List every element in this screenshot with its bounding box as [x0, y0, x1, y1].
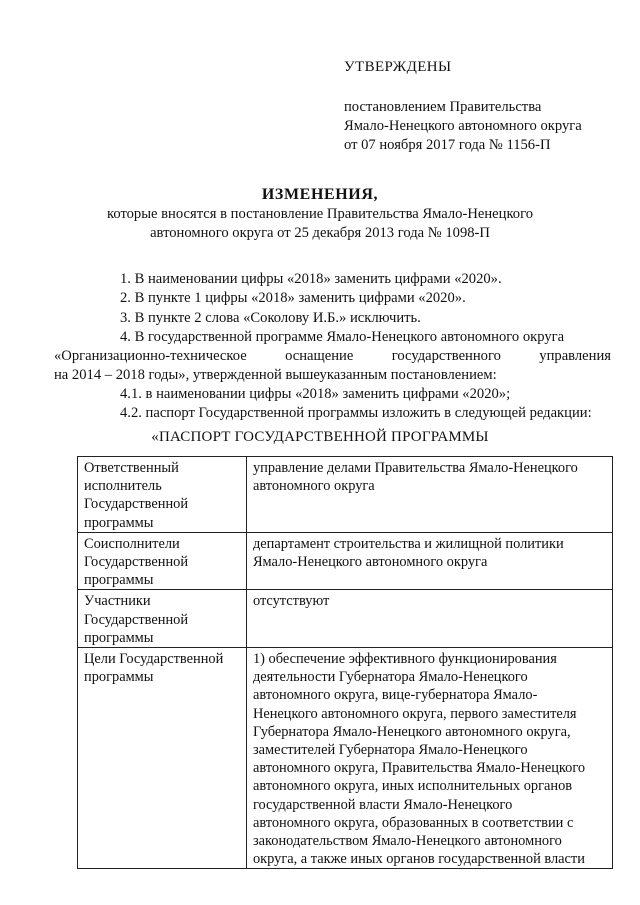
row-value	[246, 590, 612, 648]
amendment-item-4	[54, 328, 611, 385]
row-label	[78, 648, 247, 869]
label-line: Государственной	[84, 611, 189, 628]
value-line: Ненецкого автономного округа, первого заместителя	[252, 705, 577, 722]
word: оснащение	[285, 348, 354, 365]
amendment-item-3: 3. В пункте 2 слова «Соколову И.Б.» исключить.	[120, 309, 421, 326]
approval-line: от 07 ноября 2017 года № 1156-П	[344, 137, 551, 153]
value-line: Ямало-Ненецкого автономного округа	[252, 554, 488, 571]
word: государственного	[391, 348, 501, 365]
value-line: автономного округа, вице-губернатора Ямало-	[252, 687, 538, 704]
value-line: автономного округа, иных исполнительных органов	[252, 778, 573, 795]
row-label	[78, 590, 247, 648]
value-line: законодательством Ямало-Ненецкого автономного	[252, 833, 562, 850]
label-line: Ответственный	[84, 460, 179, 476]
value-line: 1) обеспечение эффективного функционирования	[252, 651, 557, 668]
value-line: автономного округа	[252, 478, 375, 495]
row-value	[246, 457, 612, 533]
label-line: программы	[84, 514, 154, 531]
value-line: деятельности Губернатора Ямало-Ненецкого	[252, 669, 528, 686]
value-line: округа, а также иных органов государственной власти	[252, 851, 585, 868]
amendment-item-1: 1. В наименовании цифры «2018» заменить цифрами «2020».	[120, 271, 502, 287]
amendment-item-4-text: 4. В государственной программе Ямало-Ненецкого автономного округа	[120, 328, 565, 345]
value-line: отсутствуют	[252, 593, 330, 610]
amendment-item-4-line: на 2014 – 2018 годы», утвержденной вышеуказанным постановлением:	[54, 367, 497, 384]
value-line: государственной власти Ямало-Ненецкого	[252, 796, 513, 813]
document-heading	[0, 184, 640, 243]
amendment-item-4-1: 4.1. в наименовании цифры «2018» заменить цифрами «2020»;	[120, 386, 511, 403]
approval-block	[344, 58, 634, 155]
approval-title: УТВЕРЖДЕНЫ	[344, 59, 452, 75]
row-label	[78, 457, 247, 533]
amendment-item-2: 2. В пункте 1 цифры «2018» заменить цифрами «2020».	[120, 290, 466, 307]
label-line: Соисполнители	[84, 535, 180, 552]
row-value	[246, 532, 612, 590]
value-line: автономного округа, Правительства Ямало-Ненецкого	[252, 760, 586, 777]
approval-line: постановлением Правительства	[344, 99, 542, 115]
label-line: Государственной	[84, 496, 189, 513]
label-line: исполнитель	[84, 478, 162, 495]
amendment-item-4-line	[54, 347, 611, 366]
passport-title: «ПАСПОРТ ГОСУДАРСТВЕННОЙ ПРОГРАММЫ	[151, 429, 489, 445]
table-row	[78, 590, 613, 648]
table-row	[78, 457, 613, 533]
word: управления	[539, 348, 611, 365]
label-line: Государственной	[84, 554, 189, 571]
amendments-body	[54, 270, 611, 424]
document-subtitle-line: которые вносятся в постановление Правительства Ямало-Ненецкого	[106, 206, 534, 222]
table-row	[78, 648, 613, 869]
document-title: ИЗМЕНЕНИЯ,	[261, 186, 379, 203]
value-line: автономного округа, образованных в соответствии с	[252, 814, 574, 831]
label-line: Участники	[84, 593, 151, 610]
word: «Организационно-техническое	[54, 348, 247, 365]
document-subtitle-line: автономного округа от 25 декабря 2013 года № 1098-П	[150, 225, 490, 241]
label-line: программы	[84, 669, 154, 686]
passport-table	[77, 456, 613, 869]
label-line: программы	[84, 572, 154, 589]
amendment-item-4-line	[87, 328, 611, 347]
value-line: управление делами Правительства Ямало-Ненецкого	[252, 460, 578, 476]
value-line: Губернатора Ямало-Ненецкого автономного округа,	[252, 723, 571, 740]
label-line: программы	[84, 629, 154, 646]
row-value	[246, 648, 612, 869]
value-line: департамент строительства и жилищной политики	[252, 535, 564, 552]
approval-line: Ямало-Ненецкого автономного округа	[344, 118, 582, 134]
table-row	[78, 532, 613, 590]
value-line: заместителей Губернатора Ямало-Ненецкого	[252, 742, 528, 759]
row-label	[78, 532, 247, 590]
label-line: Цели Государственной	[84, 651, 224, 668]
amendment-item-4-2: 4.2. паспорт Государственной программы изложить в следующей редакции:	[120, 405, 592, 422]
